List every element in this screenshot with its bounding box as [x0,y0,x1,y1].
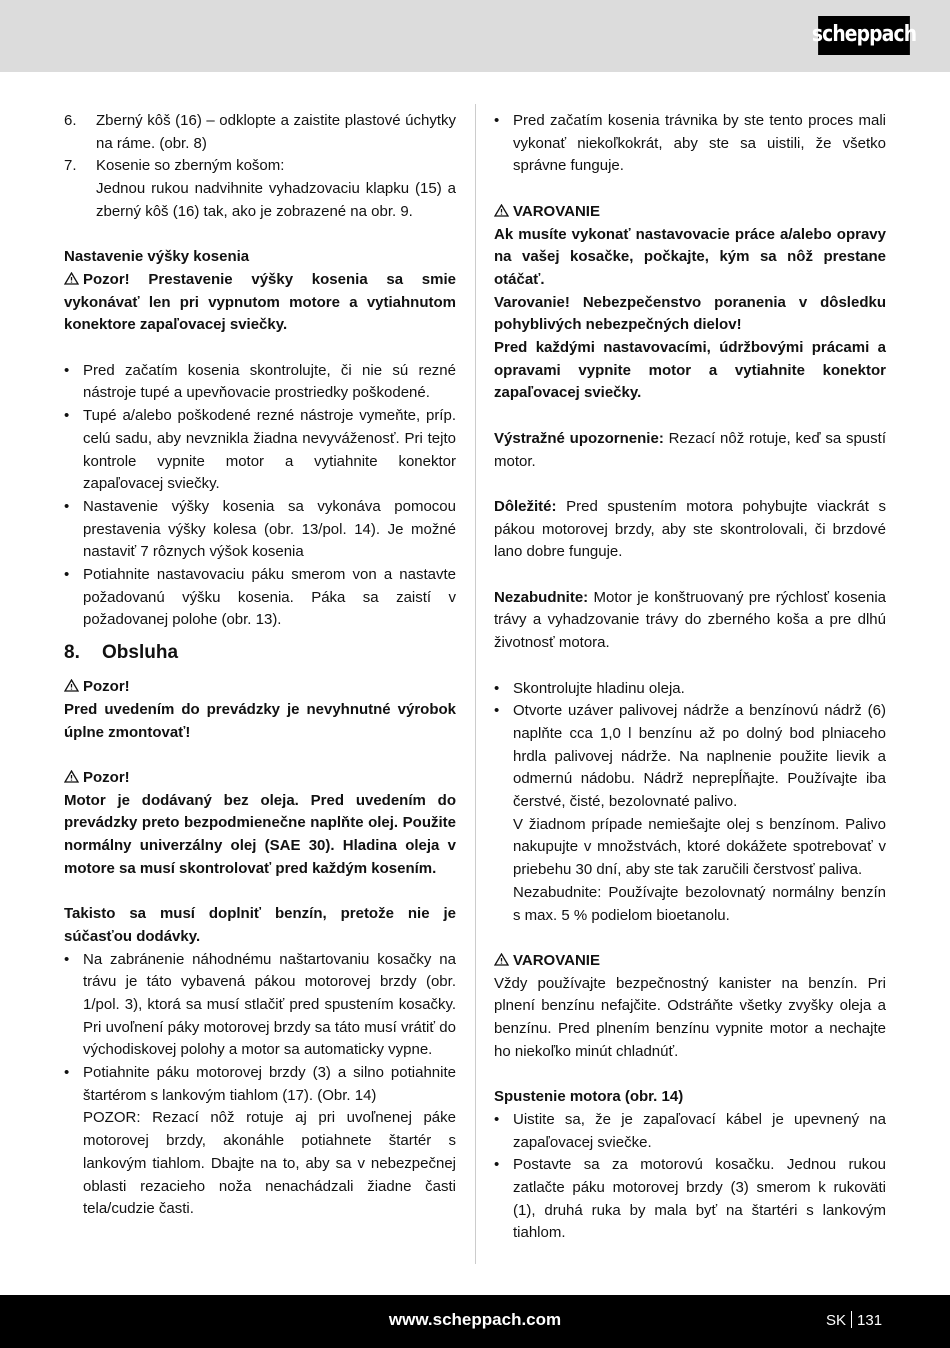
warning-2-text: Vždy používajte bezpečnostný kanister na benzín. Pri plnení benzínu nefajčite. Odstráňte všetky zvyšky oleja a benzínu. Pred plnením benzínu vypnite motor a nechajte ho niekoľko minút chladnúť. [494,974,886,1060]
caution-1-text: Pred uvedením do prevádzky je nevyhnutné výrobok úplne zmontovať! [64,700,456,741]
warning-2-label: VAROVANIE [494,950,886,973]
warning-icon [494,953,509,966]
list-item: • Postavte sa za motorovú kosačku. Jednou rukou zatlačte páku motorovej brzdy (3) smerom k rukoväti (1), druhá ruka by mala byť na štartéri s lankovým tiahlom. [494,1154,886,1245]
list-item: • Nastavenie výšky kosenia sa vykonáva pomocou prestavenia výšky kolesa (obr. 13/pol. 14). Je možné nastaviť 7 rôznych výšok kosenia [64,496,456,564]
fuel-note: Takisto sa musí doplniť benzín, pretože nie je súčasťou dodávky. [64,905,456,945]
remember: Nezabudnite: Motor je konštruovaný pre rýchlosť kosenia trávy a vyhadzovanie trávy do zberného koša a pre dlhú životnosť motora. [494,588,886,652]
list-item: • Potiahnite páku motorovej brzdy (3) a silno potiahnite štartérom s lankovým tiahlom (17). (Obr. 14) POZOR: Rezací nôž rotuje aj pri uvoľnenej páke motorovej brzdy, akonáhle potiahnete štartér s lankovým tiahlom. Dbajte na to, aby sa v nebezpečnej oblasti rezacieho noža nenachádzali žiadne časti tela/cudzie časti. [64,1062,456,1221]
list-item: • Skontrolujte hladinu oleja. [494,678,886,701]
list-item: • Pred začatím kosenia skontrolujte, či nie sú rezné nástroje tupé a upevňovacie prostriedky poškodené. [64,360,456,405]
warning-1-label: VAROVANIE [494,201,886,224]
notice: Výstražné upozornenie: Rezací nôž rotuje, keď sa spustí motor. [494,429,886,470]
column-divider [475,104,476,1264]
step-6: 6. Zberný kôš (16) – odklopte a zaistite plastové úchytky na ráme. (obr. 8) [64,112,456,152]
warning-1-line: Pred každými nastavovacími, údržbovými prácami a opravami vypnite motor a vytiahnite konektor zapaľovacej sviečky. [494,339,886,402]
list-item: • Na zabránenie náhodnému naštartovaniu kosačky na trávu je táto vybavená pákou motorovej brzdy (obr. 1/pol. 3), ktorá sa musí stlačiť pred spustením kosačky. Pri uvoľnení páky motorovej brzdy sa táto musí vrátiť do východiskovej polohy a motor sa automaticky vypne. [64,949,456,1063]
fuel-bullets [494,678,886,928]
page-number: SK 131 [826,1312,883,1329]
operation-bullets [64,949,456,1221]
page-header [0,0,950,72]
website-link[interactable]: www.scheppach.com [388,1310,562,1329]
important: Dôležité: Pred spustením motora pohybujte viackrát s pákou motorovej brzdy, aby ste skontrolovali, či brzdové lano dobre funguje. [494,497,886,561]
height-warning: Pozor! Prestavenie výšky kosenia sa smie vykonávať len pri vypnutom motore a vytiahnutom konektore zapaľovacej sviečky. [64,270,456,334]
warning-1-line: Ak musíte vykonať nastavovacie práce a/alebo opravy na vašej kosačke, počkajte, kým sa nôž prestane otáčať. [494,225,886,288]
right-column [494,110,886,1245]
start-bullets [494,1109,886,1245]
list-item: • Otvorte uzáver palivovej nádrže a benzínovú nádrž (6) naplňte cca 1,0 l benzínu až po dolný bod plniaceho hrdla palivovej nádrže. Na naplnenie použite lievik a odmernú nádobu. Nádrž neprepĺňajte. Používajte iba čerstvé, čisté, bezolovnaté palivo. V žiadnom prípade nemiešajte olej s benzínom. Palivo nakupujte v množstvách, ktoré dokážete spotrebovať v priebehu 30 dní, aby ste tak zaručili čerstvosť paliva. Nezabudnite: Používajte bezolovnatý normálny benzín s max. 5 % podielom bioetanolu. [494,700,886,927]
list-item: • Potiahnite nastavovaciu páku smerom von a nastavte požadovanú výšku kosenia. Páka sa zaistí v požadovanej polohe (obr. 13). [64,564,456,632]
page-footer [0,1295,950,1348]
start-title: Spustenie motora (obr. 14) [494,1088,684,1106]
warning-icon [64,770,79,783]
left-column [64,110,456,1221]
section-heading: 8. Obsluha [64,642,179,664]
caution-1-label: Pozor! [64,676,456,699]
warning-icon [494,204,509,217]
warning-icon [64,679,79,692]
step-7: 7. Kosenie so zberným košom: Jednou rukou nadvihnite vyhadzovaciu klapku (15) a zberný kôš (16) tak, ako je zobrazené na obr. 9. [64,157,456,220]
caution-2-text: Motor je dodávaný bez oleja. Pred uvedením do prevádzky preto bezpodmienečne naplňte olej. Použite normálny univerzálny olej (SAE 30). Hladina oleja v motore sa musí skontrolovať pred každým kosením. [64,791,456,877]
warning-1-line: Varovanie! Nebezpečenstvo poranenia v dôsledku pohyblivých nebezpečných dielov! [494,293,886,334]
warning-icon [64,272,79,285]
list-item: • Tupé a/alebo poškodené rezné nástroje vymeňte, príp. celú sadu, aby nevznikla žiadna nevyváženosť. Pri tejto kontrole vypnite motor a vytiahnite konektor zapaľovacej sviečky. [64,405,456,496]
caution-2-label: Pozor! [64,767,456,790]
height-bullets [64,360,456,632]
scheppach-logo: scheppach [818,16,910,55]
list-item: • Uistite sa, že je zapaľovací kábel je upevnený na zapaľovacej sviečke. [494,1109,886,1154]
numbered-steps [64,110,456,224]
height-title: Nastavenie výšky kosenia [64,248,250,266]
list-item: • Pred začatím kosenia trávnika by ste tento proces mali vykonať niekoľkokrát, aby ste sa uistili, že všetko správne funguje. [494,110,886,178]
